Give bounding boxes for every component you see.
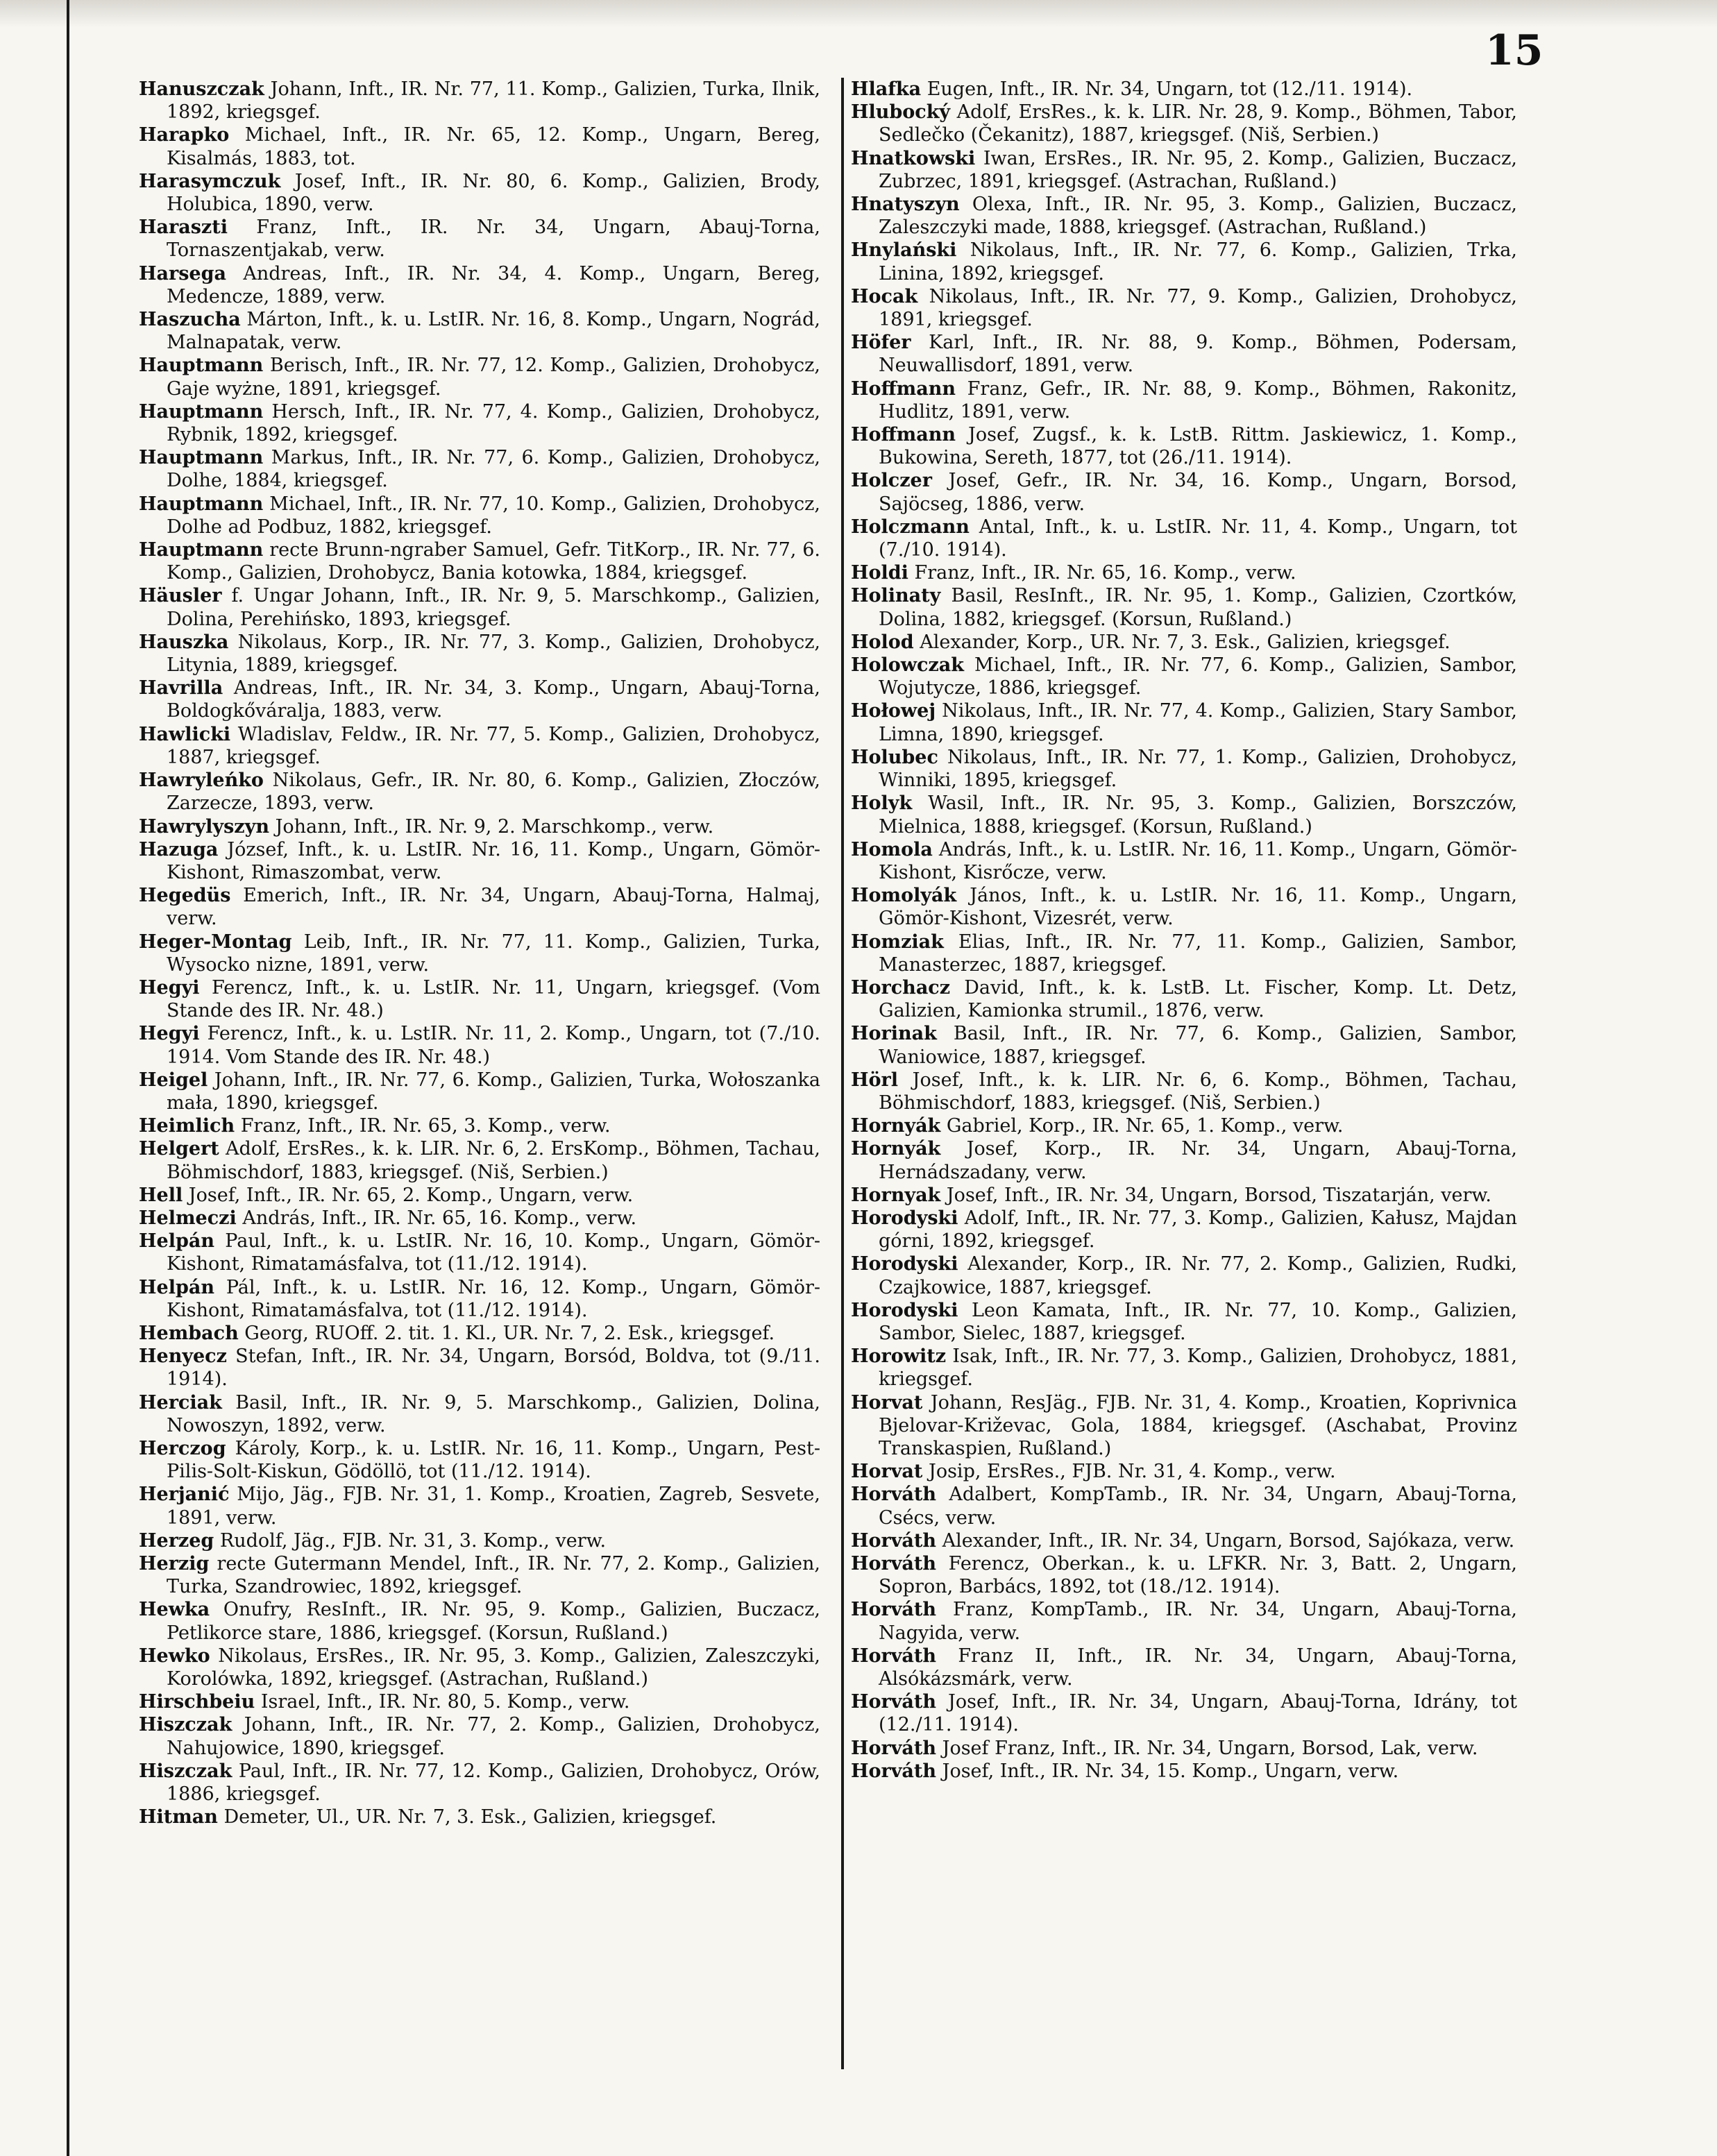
register-entry xyxy=(851,1253,1517,1298)
entry-details: Nikolaus, ErsRes., IR. Nr. 95, 3. Komp., Galizien, Zaleszczyki, Korolówka, 1892, kriegsgef. (Astrachan, Rußland.) xyxy=(167,1645,820,1690)
register-entry xyxy=(139,1529,820,1552)
entry-surname: Hlubocký xyxy=(851,101,951,124)
entry-details: Georg, RUOff. 2. tit. 1. Kl., UR. Nr. 7, 2. Esk., kriegsgef. xyxy=(244,1322,775,1344)
page-number: 15 xyxy=(1485,26,1543,75)
register-entry xyxy=(851,1598,1517,1644)
entry-details: Johann, ResJäg., FJB. Nr. 31, 4. Komp., Kroatien, Koprivnica Bjelovar-Križevac, Gola, 1884, kriegsgef. (Aschabat, Provinz Transkaspien, Rußland.) xyxy=(879,1391,1517,1459)
entry-surname: Hauptmann xyxy=(139,400,264,423)
entry-surname: Havrilla xyxy=(139,677,223,699)
entry-details: Johann, Inft., IR. Nr. 77, 11. Komp., Galizien, Turka, Ilnik, 1892, kriegsgef. xyxy=(167,78,820,124)
register-entry xyxy=(851,561,1517,584)
register-entry xyxy=(139,631,820,677)
entry-surname: Homola xyxy=(851,838,933,860)
entry-surname: Horvat xyxy=(851,1391,923,1414)
entry-surname: Hiszczak xyxy=(139,1760,232,1782)
register-entry xyxy=(851,1207,1517,1253)
register-entry xyxy=(851,1645,1517,1690)
entry-surname: Horinak xyxy=(851,1023,937,1045)
entry-details: Josef, Inft., IR. Nr. 34, Ungarn, Borsod, Tiszatarján, verw. xyxy=(946,1184,1491,1206)
entry-details: Michael, Inft., IR. Nr. 77, 6. Komp., Galizien, Sambor, Wojutycze, 1886, kriegsgef. xyxy=(879,654,1517,699)
register-entry xyxy=(139,446,820,492)
left-margin-rule xyxy=(67,0,69,2156)
entry-surname: Helpán xyxy=(139,1230,214,1253)
entry-details: Josef, Gefr., IR. Nr. 34, 16. Komp., Ungarn, Borsod, Sajöcseg, 1886, verw. xyxy=(879,470,1517,515)
entry-surname: Holczer xyxy=(851,470,932,492)
register-entry xyxy=(139,1760,820,1806)
entry-surname: Hiszczak xyxy=(139,1714,232,1736)
entry-details: Nikolaus, Inft., IR. Nr. 77, 1. Komp., Galizien, Drohobycz, Winniki, 1895, kriegsgef. xyxy=(879,746,1517,792)
register-entry xyxy=(139,976,820,1022)
register-entry xyxy=(139,838,820,884)
entry-surname: Holinaty xyxy=(851,585,941,607)
entry-surname: Hnylański xyxy=(851,239,957,262)
entry-details: Adalbert, KompTamb., IR. Nr. 34, Ungarn, Abauj-Torna, Csécs, verw. xyxy=(879,1484,1517,1529)
entry-details: Franz, Gefr., IR. Nr. 88, 9. Komp., Böhmen, Rakonitz, Hudlitz, 1891, verw. xyxy=(879,377,1517,423)
entry-details: Franz II, Inft., IR. Nr. 34, Ungarn, Abauj-Torna, Alsókázsmárk, verw. xyxy=(879,1645,1517,1690)
entry-details: Josef, Inft., IR. Nr. 80, 6. Komp., Galizien, Brody, Holubica, 1890, verw. xyxy=(167,170,820,216)
entry-surname: Heigel xyxy=(139,1069,208,1091)
register-entry xyxy=(851,101,1517,146)
entry-details: Alexander, Inft., IR. Nr. 34, Ungarn, Borsod, Sajókaza, verw. xyxy=(942,1529,1515,1552)
register-entry xyxy=(851,193,1517,239)
entry-surname: Horváth xyxy=(851,1737,937,1759)
register-entry xyxy=(851,147,1517,193)
register-entry xyxy=(139,584,820,630)
register-entry xyxy=(851,1299,1517,1345)
register-entry xyxy=(139,723,820,769)
entry-details: Károly, Korp., k. u. LstIR. Nr. 16, 11. Komp., Ungarn, Pest-Pilis-Solt-Kiskun, Gödöllö, tot (11./12. 1914). xyxy=(167,1437,820,1483)
register-entry xyxy=(851,976,1517,1022)
register-entry xyxy=(851,1137,1517,1183)
register-entry xyxy=(851,884,1517,930)
entry-details: János, Inft., k. u. LstIR. Nr. 16, 11. Komp., Ungarn, Gömör-Kishont, Vizesrét, verw. xyxy=(879,885,1517,930)
register-entry xyxy=(851,423,1517,469)
register-entry xyxy=(139,1552,820,1598)
register-entry xyxy=(139,1114,820,1137)
entry-surname: Holyk xyxy=(851,792,913,815)
entry-details: Franz, Inft., IR. Nr. 34, Ungarn, Abauj-Torna, Tornaszentjakab, verw. xyxy=(167,217,820,262)
entry-details: Basil, Inft., IR. Nr. 9, 5. Marschkomp., Galizien, Dolina, Nowoszyn, 1892, verw. xyxy=(167,1391,820,1436)
register-entry xyxy=(139,1690,820,1713)
register-entry xyxy=(139,1069,820,1114)
register-entry xyxy=(851,1114,1517,1137)
register-entry xyxy=(851,654,1517,699)
register-entry xyxy=(139,1713,820,1759)
entry-details: Franz, KompTamb., IR. Nr. 34, Ungarn, Abauj-Torna, Nagyida, verw. xyxy=(879,1599,1517,1644)
entry-details: Andreas, Inft., IR. Nr. 34, 4. Komp., Ungarn, Bereg, Medencze, 1889, verw. xyxy=(167,262,820,307)
entry-details: Michael, Inft., IR. Nr. 77, 10. Komp., Galizien, Drohobycz, Dolhe ad Podbuz, 1882, kriegsgef. xyxy=(167,493,820,538)
register-entry xyxy=(851,285,1517,331)
entry-surname: Hewka xyxy=(139,1599,210,1621)
entry-surname: Hazuga xyxy=(139,838,219,860)
entry-details: recte Brunn-ngraber Samuel, Gefr. TitKorp., IR. Nr. 77, 6. Komp., Galizien, Drohobycz, Bania kotowka, 1884, kriegsgef. xyxy=(167,539,820,584)
entry-surname: Harapko xyxy=(139,124,230,146)
entry-details: Onufry, ResInft., IR. Nr. 95, 9. Komp., Galizien, Buczacz, Petlikorce stare, 1886, kriegsgef. (Korsun, Rußland.) xyxy=(167,1599,820,1644)
entry-surname: Hnatyszyn xyxy=(851,194,960,216)
entry-details: Josef, Korp., IR. Nr. 34, Ungarn, Abauj-Torna, Hernádszadany, verw. xyxy=(879,1138,1517,1183)
register-entry xyxy=(139,1184,820,1207)
entry-surname: Hauptmann xyxy=(139,355,264,377)
register-entry xyxy=(851,631,1517,654)
register-entry xyxy=(851,1552,1517,1598)
entry-details: Paul, Inft., k. u. LstIR. Nr. 16, 10. Komp., Ungarn, Gömör-Kishont, Rimatamásfalva, tot (11./12. 1914). xyxy=(167,1230,820,1275)
entry-surname: Hegyi xyxy=(139,976,200,999)
page-top-shadow xyxy=(0,0,1717,28)
register-entry xyxy=(851,1460,1517,1483)
entry-surname: Heimlich xyxy=(139,1115,235,1137)
register-entry xyxy=(139,538,820,584)
register-entry xyxy=(139,815,820,838)
entry-surname: Hegyi xyxy=(139,1023,200,1045)
column-divider xyxy=(841,78,844,2069)
entry-details: Adolf, ErsRes., k. k. LIR. Nr. 28, 9. Komp., Böhmen, Tabor, Sedlečko (Čekanitz), 1887, kriegsgef. (Niš, Serbien.) xyxy=(879,101,1517,146)
register-entry xyxy=(139,1437,820,1483)
entry-surname: Horodyski xyxy=(851,1299,958,1321)
register-entry xyxy=(851,1069,1517,1114)
entry-surname: Horváth xyxy=(851,1691,937,1713)
entry-surname: Haraszti xyxy=(139,217,228,239)
register-entry xyxy=(851,1529,1517,1552)
register-entry xyxy=(851,792,1517,838)
entry-surname: Hawlicki xyxy=(139,723,231,745)
entry-details: recte Gutermann Mendel, Inft., IR. Nr. 77, 2. Komp., Galizien, Turka, Szandrowiec, 1892, kriegsgef. xyxy=(167,1553,820,1598)
entry-surname: Horváth xyxy=(851,1760,937,1782)
entry-details: Elias, Inft., IR. Nr. 77, 11. Komp., Galizien, Sambor, Manasterzec, 1887, kriegsgef. xyxy=(879,931,1517,976)
entry-details: Ferencz, Oberkan., k. u. LFKR. Nr. 3, Batt. 2, Ungarn, Sopron, Barbács, 1892, tot (18./12. 1914). xyxy=(879,1553,1517,1598)
register-entry xyxy=(139,78,820,124)
entry-details: András, Inft., k. u. LstIR. Nr. 16, 11. Komp., Ungarn, Gömör-Kishont, Kisrőcze, verw. xyxy=(879,838,1517,883)
register-entry xyxy=(139,1483,820,1529)
entry-surname: Homziak xyxy=(851,931,944,953)
entry-details: Paul, Inft., IR. Nr. 77, 12. Komp., Galizien, Drohobycz, Orów, 1886, kriegsgef. xyxy=(167,1760,820,1806)
register-entry xyxy=(851,1737,1517,1760)
entry-details: Alexander, Korp., UR. Nr. 7, 3. Esk., Galizien, kriegsgef. xyxy=(920,631,1450,653)
entry-details: Franz, Inft., IR. Nr. 65, 16. Komp., verw. xyxy=(914,562,1296,584)
entry-details: Márton, Inft., k. u. LstIR. Nr. 16, 8. Komp., Ungarn, Nográd, Malnapatak, verw. xyxy=(167,309,820,354)
register-entry xyxy=(851,746,1517,792)
entry-surname: Hauptmann xyxy=(139,539,264,561)
register-entry xyxy=(139,1598,820,1644)
entry-surname: Holod xyxy=(851,631,914,653)
entry-surname: Hauszka xyxy=(139,631,229,653)
left-column xyxy=(139,78,820,1828)
entry-surname: Hawrylyszyn xyxy=(139,815,269,838)
register-entry xyxy=(851,377,1517,423)
entry-details: Leib, Inft., IR. Nr. 77, 11. Komp., Galizien, Turka, Wysocko nizne, 1891, verw. xyxy=(167,931,820,976)
entry-surname: Horváth xyxy=(851,1599,937,1621)
entry-surname: Henyecz xyxy=(139,1346,227,1368)
entry-details: Israel, Inft., IR. Nr. 80, 5. Komp., verw. xyxy=(260,1691,630,1713)
entry-details: David, Inft., k. k. LstB. Lt. Fischer, Komp. Lt. Detz, Galizien, Kamionka strumil., 1876, verw. xyxy=(879,976,1517,1022)
register-entry xyxy=(851,1760,1517,1783)
entry-details: Josef, Zugsf., k. k. LstB. Rittm. Jaskiewicz, 1. Komp., Bukowina, Sereth, 1877, tot (26./11. 1914). xyxy=(879,424,1517,469)
register-entry xyxy=(139,1391,820,1437)
entry-details: Basil, ResInft., IR. Nr. 95, 1. Komp., Galizien, Czortków, Dolina, 1882, kriegsgef. (Korsun, Rußland.) xyxy=(879,585,1517,630)
register-entry xyxy=(851,331,1517,377)
entry-details: Basil, Inft., IR. Nr. 77, 6. Komp., Galizien, Sambor, Waniowice, 1887, kriegsgef. xyxy=(879,1023,1517,1068)
register-entry xyxy=(851,1391,1517,1461)
register-entry xyxy=(851,1483,1517,1529)
register-entry xyxy=(139,1230,820,1275)
entry-surname: Herjanić xyxy=(139,1484,230,1506)
register-entry xyxy=(139,170,820,216)
entry-surname: Heger-Montag xyxy=(139,931,292,953)
entry-surname: Herzig xyxy=(139,1553,210,1574)
entry-surname: Hitman xyxy=(139,1806,218,1828)
register-entry xyxy=(139,124,820,169)
register-entry xyxy=(139,1276,820,1322)
entry-surname: Häusler xyxy=(139,585,222,607)
entry-details: Isak, Inft., IR. Nr. 77, 3. Komp., Galizien, Drohobycz, 1881, kriegsgef. xyxy=(879,1346,1517,1391)
register-entry xyxy=(139,769,820,815)
entry-surname: Herzeg xyxy=(139,1529,214,1552)
entry-details: Gabriel, Korp., IR. Nr. 65, 1. Komp., verw. xyxy=(946,1115,1344,1137)
entry-surname: Helgert xyxy=(139,1138,219,1160)
entry-surname: Horchacz xyxy=(851,976,951,999)
entry-details: Nikolaus, Inft., IR. Nr. 77, 9. Komp., Galizien, Drohobycz, 1891, kriegsgef. xyxy=(879,285,1517,331)
entry-surname: Horvat xyxy=(851,1461,923,1483)
register-entry xyxy=(851,699,1517,745)
entry-details: Karl, Inft., IR. Nr. 88, 9. Komp., Böhmen, Podersam, Neuwallisdorf, 1891, verw. xyxy=(879,332,1517,377)
entry-details: Olexa, Inft., IR. Nr. 95, 3. Komp., Galizien, Buczacz, Zaleszczyki made, 1888, kriegsgef. (Astrachan, Rußland.) xyxy=(879,194,1517,239)
register-entry xyxy=(139,1322,820,1345)
entry-surname: Horváth xyxy=(851,1529,937,1552)
entry-surname: Horváth xyxy=(851,1553,937,1574)
entry-details: Josef Franz, Inft., IR. Nr. 34, Ungarn, Borsod, Lak, verw. xyxy=(942,1737,1478,1759)
entry-details: Josef, Inft., k. k. LIR. Nr. 6, 6. Komp., Böhmen, Tachau, Böhmischdorf, 1883, kriegsgef. (Niš, Serbien.) xyxy=(879,1069,1517,1114)
entry-surname: Hocak xyxy=(851,285,918,307)
entry-surname: Harsega xyxy=(139,262,226,285)
register-entry xyxy=(851,1184,1517,1207)
entry-details: Adolf, Inft., IR. Nr. 77, 3. Komp., Galizien, Kałusz, Majdan górni, 1892, kriegsgef. xyxy=(879,1207,1517,1253)
register-entry xyxy=(139,1207,820,1230)
entry-details: Hersch, Inft., IR. Nr. 77, 4. Komp., Galizien, Drohobycz, Rybnik, 1892, kriegsgef. xyxy=(167,400,820,446)
register-entry xyxy=(851,838,1517,884)
entry-surname: Herciak xyxy=(139,1391,222,1414)
entry-details: Franz, Inft., IR. Nr. 65, 3. Komp., verw. xyxy=(240,1115,611,1137)
entry-details: Markus, Inft., IR. Nr. 77, 6. Komp., Galizien, Drohobycz, Dolhe, 1884, kriegsgef. xyxy=(167,447,820,492)
entry-details: Leon Kamata, Inft., IR. Nr. 77, 10. Komp., Galizien, Sambor, Sielec, 1887, kriegsgef. xyxy=(879,1299,1517,1344)
entry-details: Mijo, Jäg., FJB. Nr. 31, 1. Komp., Kroatien, Zagreb, Sesvete, 1891, verw. xyxy=(167,1484,820,1529)
entry-details: Wladislav, Feldw., IR. Nr. 77, 5. Komp., Galizien, Drohobycz, 1887, kriegsgef. xyxy=(167,723,820,768)
entry-details: Nikolaus, Inft., IR. Nr. 77, 4. Komp., Galizien, Stary Sambor, Limna, 1890, kriegsgef. xyxy=(879,700,1517,745)
entry-details: Wasil, Inft., IR. Nr. 95, 3. Komp., Galizien, Borszczów, Mielnica, 1888, kriegsgef. (Korsun, Rußland.) xyxy=(879,792,1517,838)
right-column xyxy=(851,78,1517,1783)
entry-details: Demeter, Ul., UR. Nr. 7, 3. Esk., Galizien, kriegsgef. xyxy=(223,1806,717,1828)
entry-surname: Hewko xyxy=(139,1645,210,1667)
entry-details: Alexander, Korp., IR. Nr. 77, 2. Komp., Galizien, Rudki, Czajkowice, 1887, kriegsgef. xyxy=(879,1253,1517,1298)
entry-surname: Hornyák xyxy=(851,1115,941,1137)
entry-surname: Hegedüs xyxy=(139,885,231,907)
register-entry xyxy=(139,677,820,722)
entry-surname: Haszucha xyxy=(139,309,241,331)
entry-details: Rudolf, Jäg., FJB. Nr. 31, 3. Komp., verw. xyxy=(219,1529,607,1552)
entry-surname: Hoffmann xyxy=(851,377,956,400)
entry-surname: Helmeczi xyxy=(139,1207,237,1229)
entry-details: Emerich, Inft., IR. Nr. 34, Ungarn, Abauj-Torna, Halmaj, verw. xyxy=(167,885,820,930)
register-entry xyxy=(139,884,820,930)
register-entry xyxy=(851,931,1517,976)
register-entry xyxy=(139,931,820,976)
register-entry xyxy=(139,1645,820,1690)
entry-details: Johann, Inft., IR. Nr. 77, 6. Komp., Galizien, Turka, Wołoszanka mała, 1890, kriegsgef. xyxy=(167,1069,820,1114)
register-entry xyxy=(851,1022,1517,1068)
entry-details: Nikolaus, Gefr., IR. Nr. 80, 6. Komp., Galizien, Złoczów, Zarzecze, 1893, verw. xyxy=(167,770,820,815)
entry-surname: Horváth xyxy=(851,1645,937,1667)
register-entry xyxy=(139,493,820,538)
entry-surname: Holowczak xyxy=(851,654,965,677)
entry-details: Ferencz, Inft., k. u. LstIR. Nr. 11, Ungarn, kriegsgef. (Vom Stande des IR. Nr. 48.) xyxy=(167,976,820,1022)
entry-surname: Hauptmann xyxy=(139,493,264,515)
entry-details: Stefan, Inft., IR. Nr. 34, Ungarn, Borsód, Boldva, tot (9./11. 1914). xyxy=(167,1346,820,1391)
entry-surname: Hell xyxy=(139,1184,183,1206)
entry-details: Johann, Inft., IR. Nr. 77, 2. Komp., Galizien, Drohobycz, Nahujowice, 1890, kriegsgef. xyxy=(167,1714,820,1759)
register-entry xyxy=(139,262,820,308)
entry-details: József, Inft., k. u. LstIR. Nr. 16, 11. Komp., Ungarn, Gömör-Kishont, Rimaszombat, verw. xyxy=(167,838,820,883)
entry-surname: Holczmann xyxy=(851,516,970,538)
entry-details: Josip, ErsRes., FJB. Nr. 31, 4. Komp., verw. xyxy=(929,1461,1336,1483)
entry-surname: Horodyski xyxy=(851,1253,958,1275)
register-entry xyxy=(139,400,820,446)
entry-surname: Hörl xyxy=(851,1069,899,1091)
entry-surname: Hlafka xyxy=(851,78,922,100)
register-entry xyxy=(139,1345,820,1391)
entry-details: Josef, Inft., IR. Nr. 34, Ungarn, Abauj-Torna, Idrány, tot (12./11. 1914). xyxy=(879,1691,1517,1736)
entry-surname: Horodyski xyxy=(851,1207,958,1229)
entry-details: Iwan, ErsRes., IR. Nr. 95, 2. Komp., Galizien, Buczacz, Zubrzec, 1891, kriegsgef. (Astrachan, Rußland.) xyxy=(879,147,1517,192)
entry-details: Josef, Inft., IR. Nr. 34, 15. Komp., Ungarn, verw. xyxy=(942,1760,1399,1782)
register-entry xyxy=(851,584,1517,630)
entry-surname: Harasymczuk xyxy=(139,170,281,192)
register-entry xyxy=(851,239,1517,285)
entry-details: Nikolaus, Inft., IR. Nr. 77, 6. Komp., Galizien, Trka, Linina, 1892, kriegsgef. xyxy=(879,239,1517,285)
entry-surname: Höfer xyxy=(851,332,911,354)
register-entry xyxy=(139,1022,820,1068)
register-entry xyxy=(851,516,1517,561)
entry-surname: Hołowej xyxy=(851,700,936,722)
entry-surname: Homolyák xyxy=(851,885,957,907)
entry-surname: Hnatkowski xyxy=(851,147,976,169)
register-entry xyxy=(139,354,820,400)
entry-surname: Hanuszczak xyxy=(139,78,264,100)
entry-surname: Holubec xyxy=(851,746,938,768)
entry-details: f. Ungar Johann, Inft., IR. Nr. 9, 5. Marschkomp., Galizien, Dolina, Perehińsko, 1893, kriegsgef. xyxy=(167,585,820,630)
entry-surname: Hoffmann xyxy=(851,424,956,446)
entry-details: Eugen, Inft., IR. Nr. 34, Ungarn, tot (12./11. 1914). xyxy=(927,78,1413,100)
entry-details: Michael, Inft., IR. Nr. 65, 12. Komp., Ungarn, Bereg, Kisalmás, 1883, tot. xyxy=(167,124,820,169)
entry-surname: Horváth xyxy=(851,1484,937,1506)
entry-surname: Horowitz xyxy=(851,1346,947,1368)
entry-details: Berisch, Inft., IR. Nr. 77, 12. Komp., Galizien, Drohobycz, Gaje wyżne, 1891, kriegsgef. xyxy=(167,355,820,400)
register-entry xyxy=(139,1137,820,1183)
entry-details: Nikolaus, Korp., IR. Nr. 77, 3. Komp., Galizien, Drohobycz, Litynia, 1889, kriegsgef. xyxy=(167,631,820,677)
entry-surname: Holdi xyxy=(851,562,908,584)
entry-details: Andreas, Inft., IR. Nr. 34, 3. Komp., Ungarn, Abauj-Torna, Boldogkőváralja, 1883, verw. xyxy=(167,677,820,722)
entry-details: András, Inft., IR. Nr. 65, 16. Komp., verw. xyxy=(242,1207,637,1229)
entry-surname: Hirschbeiu xyxy=(139,1691,255,1713)
entry-surname: Hornyak xyxy=(851,1184,941,1206)
entry-surname: Hauptmann xyxy=(139,447,264,469)
register-entry xyxy=(851,1345,1517,1391)
register-entry xyxy=(851,78,1517,101)
register-entry xyxy=(139,216,820,262)
entry-details: Ferencz, Inft., k. u. LstIR. Nr. 11, 2. Komp., Ungarn, tot (7./10. 1914. Vom Stande des IR. Nr. 48.) xyxy=(167,1023,820,1068)
register-entry xyxy=(851,469,1517,515)
entry-details: Pál, Inft., k. u. LstIR. Nr. 16, 12. Komp., Ungarn, Gömör-Kishont, Rimatamásfalva, tot (11./12. 1914). xyxy=(167,1276,820,1321)
entry-surname: Hawryleńko xyxy=(139,770,264,792)
entry-surname: Herczog xyxy=(139,1437,226,1459)
entry-details: Josef, Inft., IR. Nr. 65, 2. Komp., Ungarn, verw. xyxy=(188,1184,634,1206)
entry-surname: Helpán xyxy=(139,1276,214,1298)
entry-surname: Hornyák xyxy=(851,1138,941,1160)
entry-details: Antal, Inft., k. u. LstIR. Nr. 11, 4. Komp., Ungarn, tot (7./10. 1914). xyxy=(879,516,1517,561)
entry-details: Adolf, ErsRes., k. k. LIR. Nr. 6, 2. ErsKomp., Böhmen, Tachau, Böhmischdorf, 1883, kriegsgef. (Niš, Serbien.) xyxy=(167,1138,821,1183)
register-entry xyxy=(851,1690,1517,1736)
entry-details: Johann, Inft., IR. Nr. 9, 2. Marschkomp., verw. xyxy=(275,815,714,838)
register-entry xyxy=(139,1806,820,1828)
register-entry xyxy=(139,308,820,354)
entry-surname: Hembach xyxy=(139,1322,239,1344)
